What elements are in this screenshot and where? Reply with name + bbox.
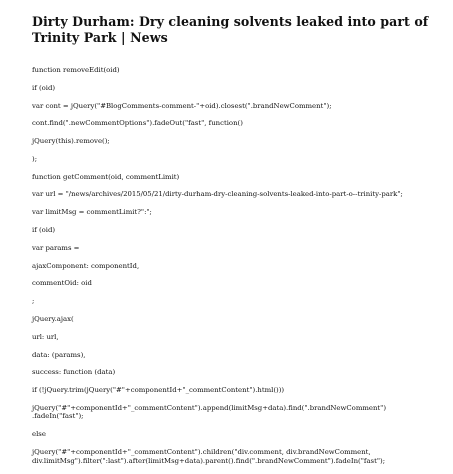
code-line: success: function (data) xyxy=(32,368,116,377)
code-line: var limitMsg = commentLimit?":"; xyxy=(32,208,152,217)
code-line: if (!jQuery.trim(jQuery("#"+componentId+"_commentContent").html())) xyxy=(32,386,285,395)
code-line: jQuery(this).remove(); xyxy=(32,137,110,146)
code-line: function removeEdit(oid) xyxy=(32,66,120,74)
code-line: jQuery("#"+componentId+"_commentContent").append(limitMsg+data).find(".brandNewComment") .fadeIn("fast"); xyxy=(32,403,387,421)
code-line: commentOid: oid xyxy=(32,279,92,288)
code-line: else xyxy=(32,430,46,439)
code-line: ; xyxy=(32,297,35,306)
code-line: var params = xyxy=(32,243,80,252)
code-line: if (oid) xyxy=(32,226,56,235)
code-line: cont.find(".newCommentOptions").fadeOut("fast", function() xyxy=(32,119,243,128)
code-line: var url = "/news/archives/2015/05/21/dirty-durham-dry-cleaning-solvents-leaked-into-part-o--trinity-park"; xyxy=(32,190,403,199)
code-line: jQuery("#"+componentId+"_commentContent").children("div.comment, div.brandNewComment, div.limitMsg").filter(":last").after(limitMsg+data).parent().find(".brandNewComment").fadeIn("fast"); xyxy=(32,448,386,465)
code-line: function getComment(oid, commentLimit) xyxy=(32,172,180,181)
document-page xyxy=(32,14,432,474)
code-line: var cont = jQuery("#BlogComments-comment-"+oid).closest(".brandNewComment"); xyxy=(32,101,332,110)
code-line: jQuery.ajax( xyxy=(32,314,74,323)
code-line: ); xyxy=(32,154,38,163)
document-title: Dirty Durham: Dry cleaning solvents leaked into part of Trinity Park | News xyxy=(32,14,429,45)
code-lines xyxy=(32,66,432,465)
code-line: ajaxComponent: componentId, xyxy=(32,261,140,270)
code-line: data: (params), xyxy=(32,350,86,359)
code-line: url: url, xyxy=(32,332,59,341)
code-line: if (oid) xyxy=(32,83,56,92)
